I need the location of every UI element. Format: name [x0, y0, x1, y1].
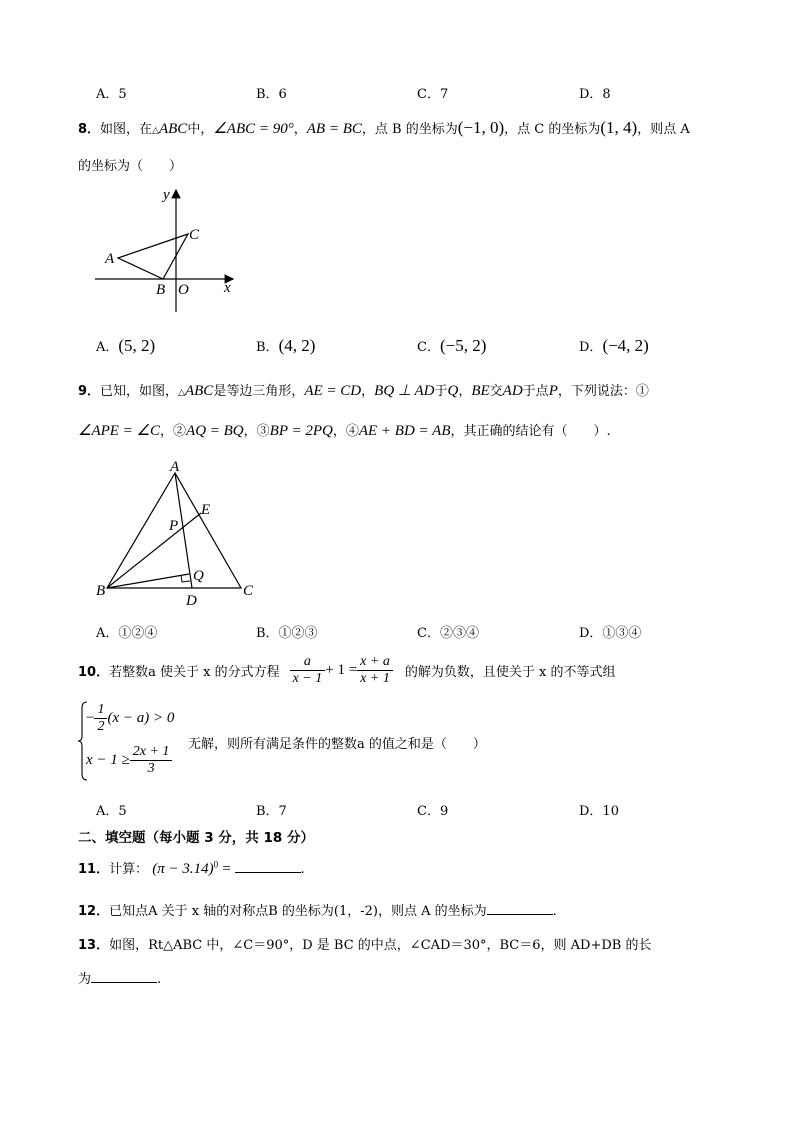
q9-figure — [90, 455, 270, 610]
q8-number: 8． — [78, 122, 101, 137]
q9-segment-bq — [107, 574, 189, 588]
q7-option-b: B．6 — [256, 87, 287, 102]
q11-stem: 11．计算： $(\pi - 3.14)^0$ = . — [78, 859, 305, 877]
q9-option-a: A．①②④ — [96, 626, 158, 641]
q8-stem: 8．如图，在△ABC中，∠ABC = 90°，AB = BC，点 B 的坐标为(−1, 0)，点 C 的坐标为(1, 4)，则点 A — [78, 118, 690, 137]
q9-label-b: B — [96, 583, 106, 599]
q8-figure — [90, 182, 250, 317]
q11-answer-blank[interactable] — [235, 860, 301, 873]
q7-option-c: C．7 — [417, 87, 449, 102]
q7-option-a: A．5 — [96, 87, 127, 102]
q9-label-p: P — [169, 518, 179, 534]
q12-answer-blank[interactable] — [487, 902, 553, 915]
q12-stem: 12．已知点A 关于 x 轴的对称点B 的坐标为(1，-2)，则点 A 的坐标为 . — [78, 904, 557, 919]
q10-option-d: D．10 — [579, 804, 619, 819]
q10-fraction-2: $\frac{x + a}{x + 1}$ — [357, 654, 393, 687]
q10-inequality-1: − $\frac{1}{2}$ (x − a) > 0 — [86, 702, 175, 734]
q7-options — [96, 83, 736, 103]
q9-option-b: B．①②③ — [256, 626, 318, 641]
q8-angle: ∠ABC = 90° — [213, 121, 294, 137]
q10-option-b: B．7 — [256, 804, 287, 819]
q8-point-b: (−1, 0) — [457, 118, 505, 137]
q10-fraction-1: $\frac{a}{x - 1}$ — [290, 654, 326, 687]
q9-stem-line2: ∠APE = ∠C，②AQ = BQ，③BP = 2PQ，④AE + BD = AB，其正确的结论有（ ）. — [78, 423, 611, 439]
q13-stem-line2: 为 . — [78, 972, 162, 987]
q8-point-c: (1, 4) — [600, 118, 638, 137]
q8-option-b: B．(4, 2) — [256, 336, 316, 355]
q10-stem: 10． 若整数a 使关于 x 的分式方程 $\frac{a}{x - 1}$ + 1 = $\frac{x + a}{x + 1}$ 的解为负数，且使关于 x 的不等式组 — [78, 653, 616, 686]
q10-option-a: A．5 — [96, 804, 127, 819]
q10-inequality-system — [78, 700, 188, 782]
q9-right-angle-mark — [181, 575, 190, 582]
q9-option-d: D．①③④ — [579, 626, 642, 641]
q8-options — [96, 336, 736, 356]
q9-label-a: A — [170, 459, 180, 475]
section-2-heading: 二、填空题（每小题 3 分，共 18 分） — [78, 830, 314, 846]
q8-triangle — [118, 234, 188, 279]
q10-option-c: C．9 — [417, 804, 449, 819]
q9-option-c: C．②③④ — [417, 626, 479, 641]
q10-inequality-2: x − 1 ≥ $\frac{2x + 1}{3}$ — [86, 744, 172, 777]
q8-stem-line2: 的坐标为（ ） — [78, 159, 183, 174]
q8-label-y: y — [163, 187, 170, 203]
q7-option-d: D．8 — [579, 87, 611, 102]
q8-label-a: A — [105, 251, 115, 267]
q10-stem-tail: 无解，则所有满足条件的整数a 的值之和是（ ） — [188, 737, 486, 752]
q9-label-q: Q — [193, 568, 204, 584]
q8-label-b: B — [156, 282, 166, 298]
q10-options — [96, 800, 736, 820]
q8-label-o: O — [178, 282, 189, 298]
q8-option-c: C．(−5, 2) — [417, 336, 487, 355]
q8-option-a: A．(5, 2) — [96, 336, 156, 355]
q9-label-c: C — [243, 583, 254, 599]
q9-label-e: E — [201, 502, 211, 518]
q13-answer-blank[interactable] — [91, 970, 157, 983]
q9-number: 9． — [78, 384, 101, 399]
q9-stem: 9．已知，如图，△ABC是等边三角形，AE = CD，BQ ⊥ AD于Q，BE交AD于点P，下列说法：① — [78, 383, 649, 399]
q9-label-d: D — [186, 593, 197, 609]
q13-stem: 13．如图，Rt△ABC 中，∠C＝90°，D 是 BC 的中点，∠CAD＝30°，BC＝6，则 AD+DB 的长 — [78, 938, 652, 953]
q9-options — [96, 622, 736, 642]
q8-equal-sides: AB = BC — [306, 121, 362, 137]
q10-number: 10． — [78, 664, 110, 680]
q8-option-d: D．(−4, 2) — [579, 336, 649, 355]
q8-label-c: C — [189, 227, 200, 243]
q8-label-x: x — [224, 280, 231, 296]
